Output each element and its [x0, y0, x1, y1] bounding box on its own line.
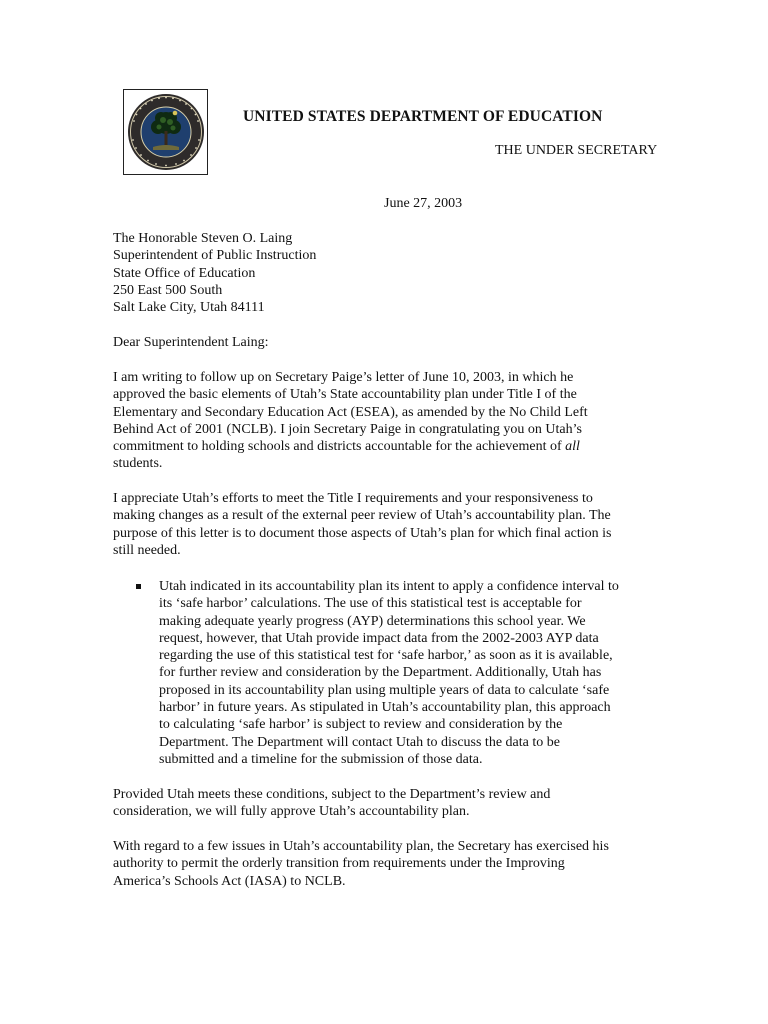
letter-date: June 27, 2003	[384, 196, 463, 211]
paragraph-text: commitment to holding schools and districts accountable for the achievement of	[113, 439, 566, 455]
bullet-line: proposed in its accountability plan using multiple years of data to calculate ‘safe	[159, 682, 610, 698]
department-of-education-seal-icon	[127, 93, 205, 171]
paragraph-line: still needed.	[113, 542, 181, 558]
seal-frame	[123, 89, 208, 175]
bullet-line: Department. The Department will contact Utah to discuss the data to be	[159, 734, 560, 750]
paragraph-3	[113, 786, 658, 821]
paragraph-line: authority to permit the orderly transition from requirements under the Improving	[113, 856, 565, 872]
paragraph-line: students.	[113, 456, 163, 472]
bullet-line: harbor’ in future years. As stipulated in Utah’s accountability plan, this approach	[159, 700, 611, 716]
paragraph-4	[113, 838, 658, 890]
paragraph-line: approved the basic elements of Utah’s State accountability plan under Title I of the	[113, 387, 577, 403]
paragraph-line: I appreciate Utah’s efforts to meet the Title I requirements and your responsiveness to	[113, 491, 593, 506]
bullet-text	[159, 578, 659, 768]
paragraph-line: America’s Schools Act (IASA) to NCLB.	[113, 873, 346, 889]
address-line: State Office of Education	[113, 265, 256, 281]
bullet-line: to calculating ‘safe harbor’ is subject to review and consideration by the	[159, 717, 563, 733]
recipient-address	[113, 230, 658, 316]
bullet-line: its ‘safe harbor’ calculations. The use of this statistical test is acceptable for	[159, 596, 582, 612]
paragraph-1	[113, 369, 658, 473]
paragraph-line: making changes as a result of the external peer review of Utah’s accountability plan. The	[113, 508, 611, 524]
address-line: The Honorable Steven O. Laing	[113, 231, 293, 246]
paragraph-line: Elementary and Secondary Education Act (ESEA), as amended by the No Child Left	[113, 404, 588, 420]
paragraph-2	[113, 490, 658, 559]
paragraph-line	[113, 438, 658, 455]
office-title: THE UNDER SECRETARY	[495, 143, 658, 158]
paragraph-line: I am writing to follow up on Secretary Paige’s letter of June 10, 2003, in which he	[113, 370, 574, 385]
address-line: 250 East 500 South	[113, 282, 223, 298]
salutation-text: Dear Superintendent Laing:	[113, 335, 269, 350]
square-bullet-icon	[136, 584, 141, 589]
paragraph-line: Provided Utah meets these conditions, subject to the Department’s review and	[113, 787, 551, 802]
bullet-line: request, however, that Utah provide impact data from the 2002-2003 AYP data	[159, 630, 599, 646]
address-line: Superintendent of Public Instruction	[113, 248, 317, 264]
bullet-line: submitted and a timeline for the submission of those data.	[159, 751, 483, 767]
salutation	[113, 334, 658, 351]
paragraph-line: With regard to a few issues in Utah’s accountability plan, the Secretary has exercised his	[113, 839, 609, 854]
department-title: UNITED STATES DEPARTMENT OF EDUCATION	[243, 108, 603, 125]
emphasis-all: all	[565, 439, 580, 455]
bullet-line: making adequate yearly progress (AYP) determinations this school year. We	[159, 613, 586, 629]
paragraph-line: consideration, we will fully approve Utah’s accountability plan.	[113, 804, 470, 820]
paragraph-line: Behind Act of 2001 (NCLB). I join Secretary Paige in congratulating you on Utah’s	[113, 421, 582, 437]
bullet-line: regarding the use of this statistical test for ‘safe harbor,’ as soon as it is available,	[159, 648, 613, 664]
address-line: Salt Lake City, Utah 84111	[113, 300, 265, 316]
bullet-line: for further review and consideration by the Department. Additionally, Utah has	[159, 665, 602, 681]
paragraph-line: purpose of this letter is to document those aspects of Utah’s plan for which final action is	[113, 525, 612, 541]
bullet-line: Utah indicated in its accountability plan its intent to apply a confidence interval to	[159, 579, 619, 594]
